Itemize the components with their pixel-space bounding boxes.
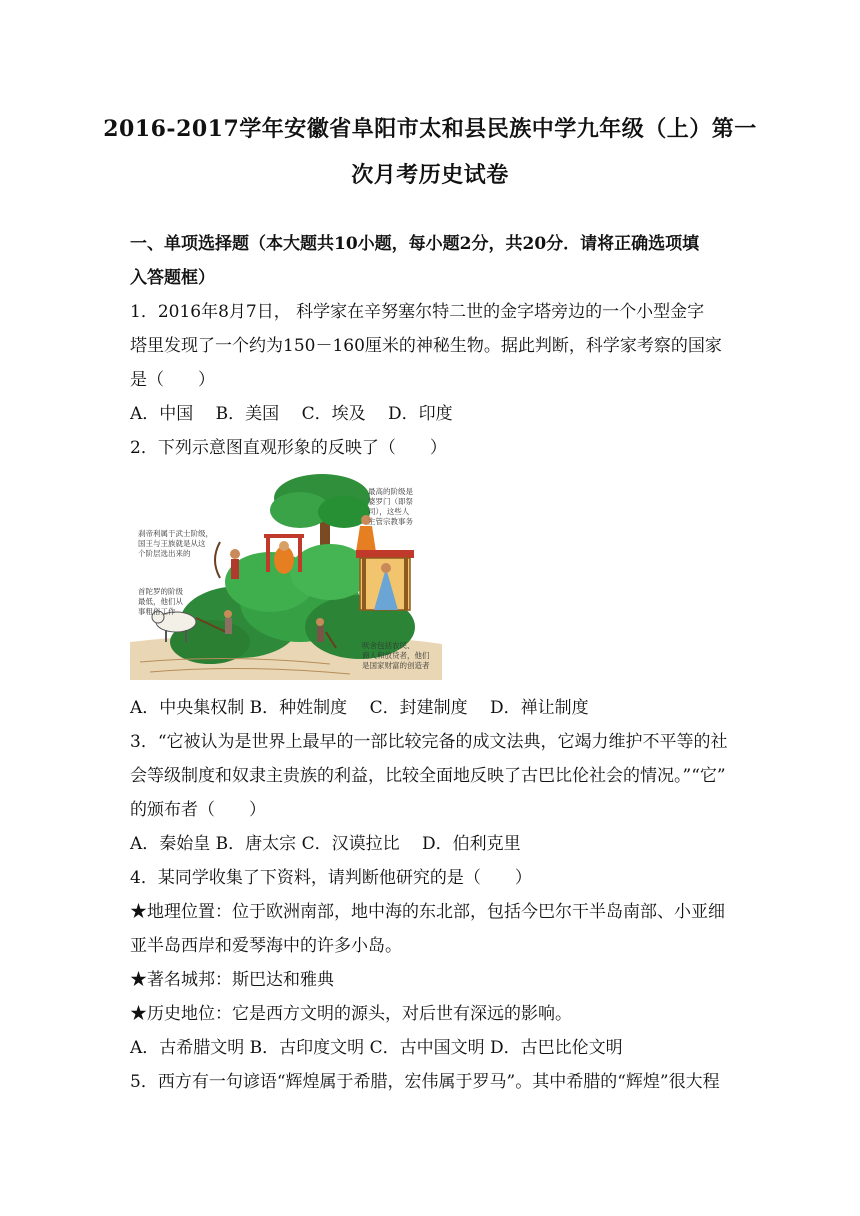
question-4-item-geography: ★地理位置：位于欧洲南部，地中海的东北部，包括今巴尔干半岛南部、小亚细 bbox=[130, 902, 725, 922]
question-1-text-cont: 塔里发现了一个约为150－160厘米的神秘生物。据此判断，科学家考察的国家 bbox=[130, 336, 722, 356]
question-4-text: 4．某同学收集了下资料，请判断他研究的是（ ） bbox=[130, 868, 532, 888]
caption-shudra-2: 最低，他们从 bbox=[138, 597, 183, 606]
question-4-item-city-states: ★著名城邦：斯巴达和雅典 bbox=[130, 970, 334, 990]
question-4-item-status: ★历史地位：它是西方文明的源头，对后世有深远的影响。 bbox=[130, 1004, 572, 1024]
question-3-text: 3．“它被认为是世界上最早的一部比较完备的成文法典，它竭力维护不平等的社 bbox=[130, 732, 728, 752]
question-5-text: 5．西方有一句谚语“辉煌属于希腊，宏伟属于罗马”。其中希腊的“辉煌”很大程 bbox=[130, 1072, 720, 1092]
caption-vaishya-2: 商人和放贷者，他们 bbox=[362, 651, 430, 660]
question-1-options: A．中国 B．美国 C．埃及 D．印度 bbox=[130, 404, 453, 424]
section-heading-cont: 入答题框） bbox=[130, 268, 215, 288]
question-4-item-geography-cont: 亚半岛西岸和爱琴海中的许多小岛。 bbox=[130, 936, 402, 956]
caption-shudra-1: 首陀罗的阶级 bbox=[138, 587, 183, 596]
question-1-text: 1．2016年8月7日， 科学家在辛努塞尔特二世的金字塔旁边的一个小型金字 bbox=[130, 302, 705, 322]
question-3-text-end: 的颁布者（ ） bbox=[130, 800, 266, 820]
question-1-text-end: 是（ ） bbox=[130, 370, 215, 390]
caption-brahmin-3: 司），这些人 bbox=[368, 507, 410, 516]
caption-kshatriya-1: 刹帝利属于武士阶级， bbox=[138, 529, 213, 538]
caption-brahmin-1: 最高的阶级是 bbox=[368, 487, 413, 496]
question-3-options: A．秦始皇 B．唐太宗 C．汉谟拉比 D．伯利克里 bbox=[130, 834, 521, 854]
question-2-text: 2．下列示意图直观形象的反映了（ ） bbox=[130, 438, 447, 458]
caste-system-illustration bbox=[130, 472, 442, 680]
caption-kshatriya-2: 国王与王族就是从这 bbox=[138, 539, 206, 548]
exam-title-line-2: 次月考历史试卷 bbox=[351, 162, 509, 188]
caption-brahmin-4: 主管宗教事务 bbox=[368, 517, 413, 526]
exam-title-line-1: 2016-2017学年安徽省阜阳市太和县民族中学九年级（上）第一 bbox=[103, 116, 757, 142]
caption-vaishya-1: 吠舍包括农民、 bbox=[362, 641, 415, 650]
caption-shudra-3: 事粗俗工作 bbox=[138, 607, 176, 616]
question-2-options: A．中央集权制 B．种姓制度 C．封建制度 D．禅让制度 bbox=[130, 698, 589, 718]
caption-kshatriya-3: 个阶层选出来的 bbox=[138, 549, 191, 558]
caption-vaishya-3: 是国家财富的创造者 bbox=[362, 661, 430, 670]
question-3-text-cont: 会等级制度和奴隶主贵族的利益，比较全面地反映了古巴比伦社会的情况。”“它” bbox=[130, 766, 726, 786]
caption-brahmin-2: 婆罗门（即祭 bbox=[368, 497, 413, 506]
section-heading: 一、单项选择题（本大题共10小题，每小题2分，共20分．请将正确选项填 bbox=[130, 234, 700, 254]
question-4-options: A．古希腊文明 B．古印度文明 C．古中国文明 D．古巴比伦文明 bbox=[130, 1038, 623, 1058]
